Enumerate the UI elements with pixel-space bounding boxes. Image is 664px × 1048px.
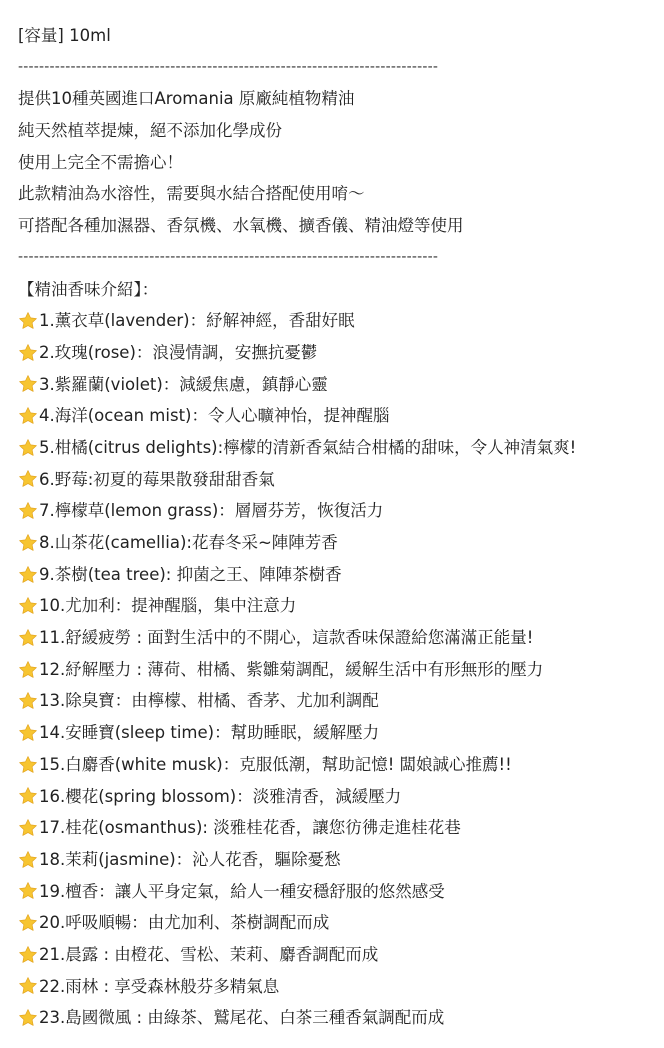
star-icon	[18, 913, 38, 933]
star-icon	[18, 755, 38, 775]
star-icon	[18, 565, 38, 585]
scent-text: 14.安睡寶(sleep time)：幫助睡眠，緩解壓力	[39, 723, 380, 743]
scent-text: 9.茶樹(tea tree): 抑菌之王、陣陣茶樹香	[39, 564, 342, 584]
scent-item	[18, 717, 664, 749]
star-icon	[18, 469, 38, 489]
scent-text: 6.野莓:初夏的莓果散發甜甜香氣	[39, 469, 275, 489]
star-icon	[18, 406, 38, 426]
scent-item	[18, 622, 664, 654]
scent-text: 12.紓解壓力 : 薄荷、柑橘、紫雛菊調配，緩解生活中有形無形的壓力	[39, 659, 544, 679]
scent-item	[18, 305, 664, 337]
scent-text: 5.柑橘(citrus delights):檸檬的清新香氣結合柑橘的甜味，令人神清氣爽!	[39, 437, 577, 457]
intro-line: 此款精油為水溶性，需要與水結合搭配使用唷～	[18, 184, 365, 204]
scent-item	[18, 559, 664, 591]
scent-item	[18, 464, 664, 496]
star-icon	[18, 501, 38, 521]
scent-item	[18, 495, 664, 527]
scent-text: 7.檸檬草(lemon grass)：層層芬芳，恢復活力	[39, 501, 384, 521]
scent-item	[18, 844, 664, 876]
scent-text: 18.茉莉(jasmine)：沁人花香，驅除憂愁	[39, 849, 341, 869]
intro-line: 提供10種英國進口Aromania 原廠純植物精油	[18, 89, 355, 109]
scent-text: 22.雨林 : 享受森林般芬多精氣息	[39, 976, 280, 996]
star-icon	[18, 786, 38, 806]
scent-item	[18, 685, 664, 717]
scent-text: 15.白麝香(white musk)：克服低潮，幫助記憶! 闆娘誠心推薦!!	[39, 754, 512, 774]
scent-item	[18, 369, 664, 401]
scent-text: 4.海洋(ocean mist)：令人心曠神怡，提神醒腦	[39, 406, 390, 426]
intro-line: 純天然植萃提煉，絕不添加化學成份	[18, 121, 282, 141]
capacity-text: [容量] 10ml	[18, 26, 111, 45]
scent-item	[18, 812, 664, 844]
scent-text: 16.櫻花(spring blossom)：淡雅清香，減緩壓力	[39, 786, 402, 806]
star-icon	[18, 438, 38, 458]
star-icon	[18, 691, 38, 711]
scent-item	[18, 432, 664, 464]
scent-text: 23.島國微風 : 由綠茶、鷲尾花、白茶三種香氣調配而成	[39, 1008, 445, 1028]
scent-item	[18, 590, 664, 622]
scent-text: 17.桂花(osmanthus): 淡雅桂花香，讓您彷彿走進桂花巷	[39, 818, 461, 838]
star-icon	[18, 1008, 38, 1028]
scent-item	[18, 939, 664, 971]
scent-item	[18, 654, 664, 686]
star-icon	[18, 628, 38, 648]
intro-line: 可搭配各種加濕器、香氛機、水氧機、擴香儀、精油燈等使用	[18, 216, 464, 236]
scent-text: 10.尤加利：提神醒腦，集中注意力	[39, 596, 297, 616]
scent-text: 1.薰衣草(lavender)：紓解神經，香甜好眠	[39, 311, 355, 331]
star-icon	[18, 723, 38, 743]
section-title: 【精油香味介紹】：	[18, 279, 159, 299]
scent-item	[18, 876, 664, 908]
star-icon	[18, 533, 38, 553]
scent-text: 8.山茶花(camellia):花春冬采~陣陣芳香	[39, 533, 338, 552]
divider-bottom: --------------------------------------------------------------------------------	[18, 248, 439, 265]
scent-list	[18, 305, 664, 1034]
star-icon	[18, 596, 38, 616]
scent-item	[18, 971, 664, 1003]
scent-text: 3.紫羅蘭(violet)：減緩焦慮，鎮靜心靈	[39, 374, 328, 394]
star-icon	[18, 343, 38, 363]
scent-text: 19.檀香：讓人平身定氣，給人一種安穩舒服的悠然感受	[39, 881, 445, 901]
scent-text: 13.除臭寶：由檸檬、柑橘、香茅、尤加利調配	[39, 691, 379, 711]
divider-top: --------------------------------------------------------------------------------	[18, 58, 439, 75]
scent-item	[18, 400, 664, 432]
star-icon	[18, 881, 38, 901]
star-icon	[18, 850, 38, 870]
scent-item	[18, 1002, 664, 1034]
star-icon	[18, 660, 38, 680]
star-icon	[18, 976, 38, 996]
star-icon	[18, 818, 38, 838]
star-icon	[18, 945, 38, 965]
scent-text: 2.玫瑰(rose)：浪漫情調，安撫抗憂鬱	[39, 342, 318, 362]
star-icon	[18, 374, 38, 394]
scent-text: 21.晨露 : 由橙花、雪松、茉莉、麝香調配而成	[39, 944, 379, 964]
scent-text: 20.呼吸順暢：由尤加利、茶樹調配而成	[39, 913, 330, 933]
scent-text: 11.舒緩疲勞 : 面對生活中的不開心，這款香味保證給您滿滿正能量!	[39, 628, 534, 648]
intro-line: 使用上完全不需擔心！	[18, 152, 183, 172]
intro-block	[18, 83, 664, 241]
scent-item	[18, 527, 664, 559]
scent-item	[18, 907, 664, 939]
scent-item	[18, 781, 664, 813]
scent-item	[18, 749, 664, 781]
scent-item	[18, 337, 664, 369]
star-icon	[18, 311, 38, 331]
